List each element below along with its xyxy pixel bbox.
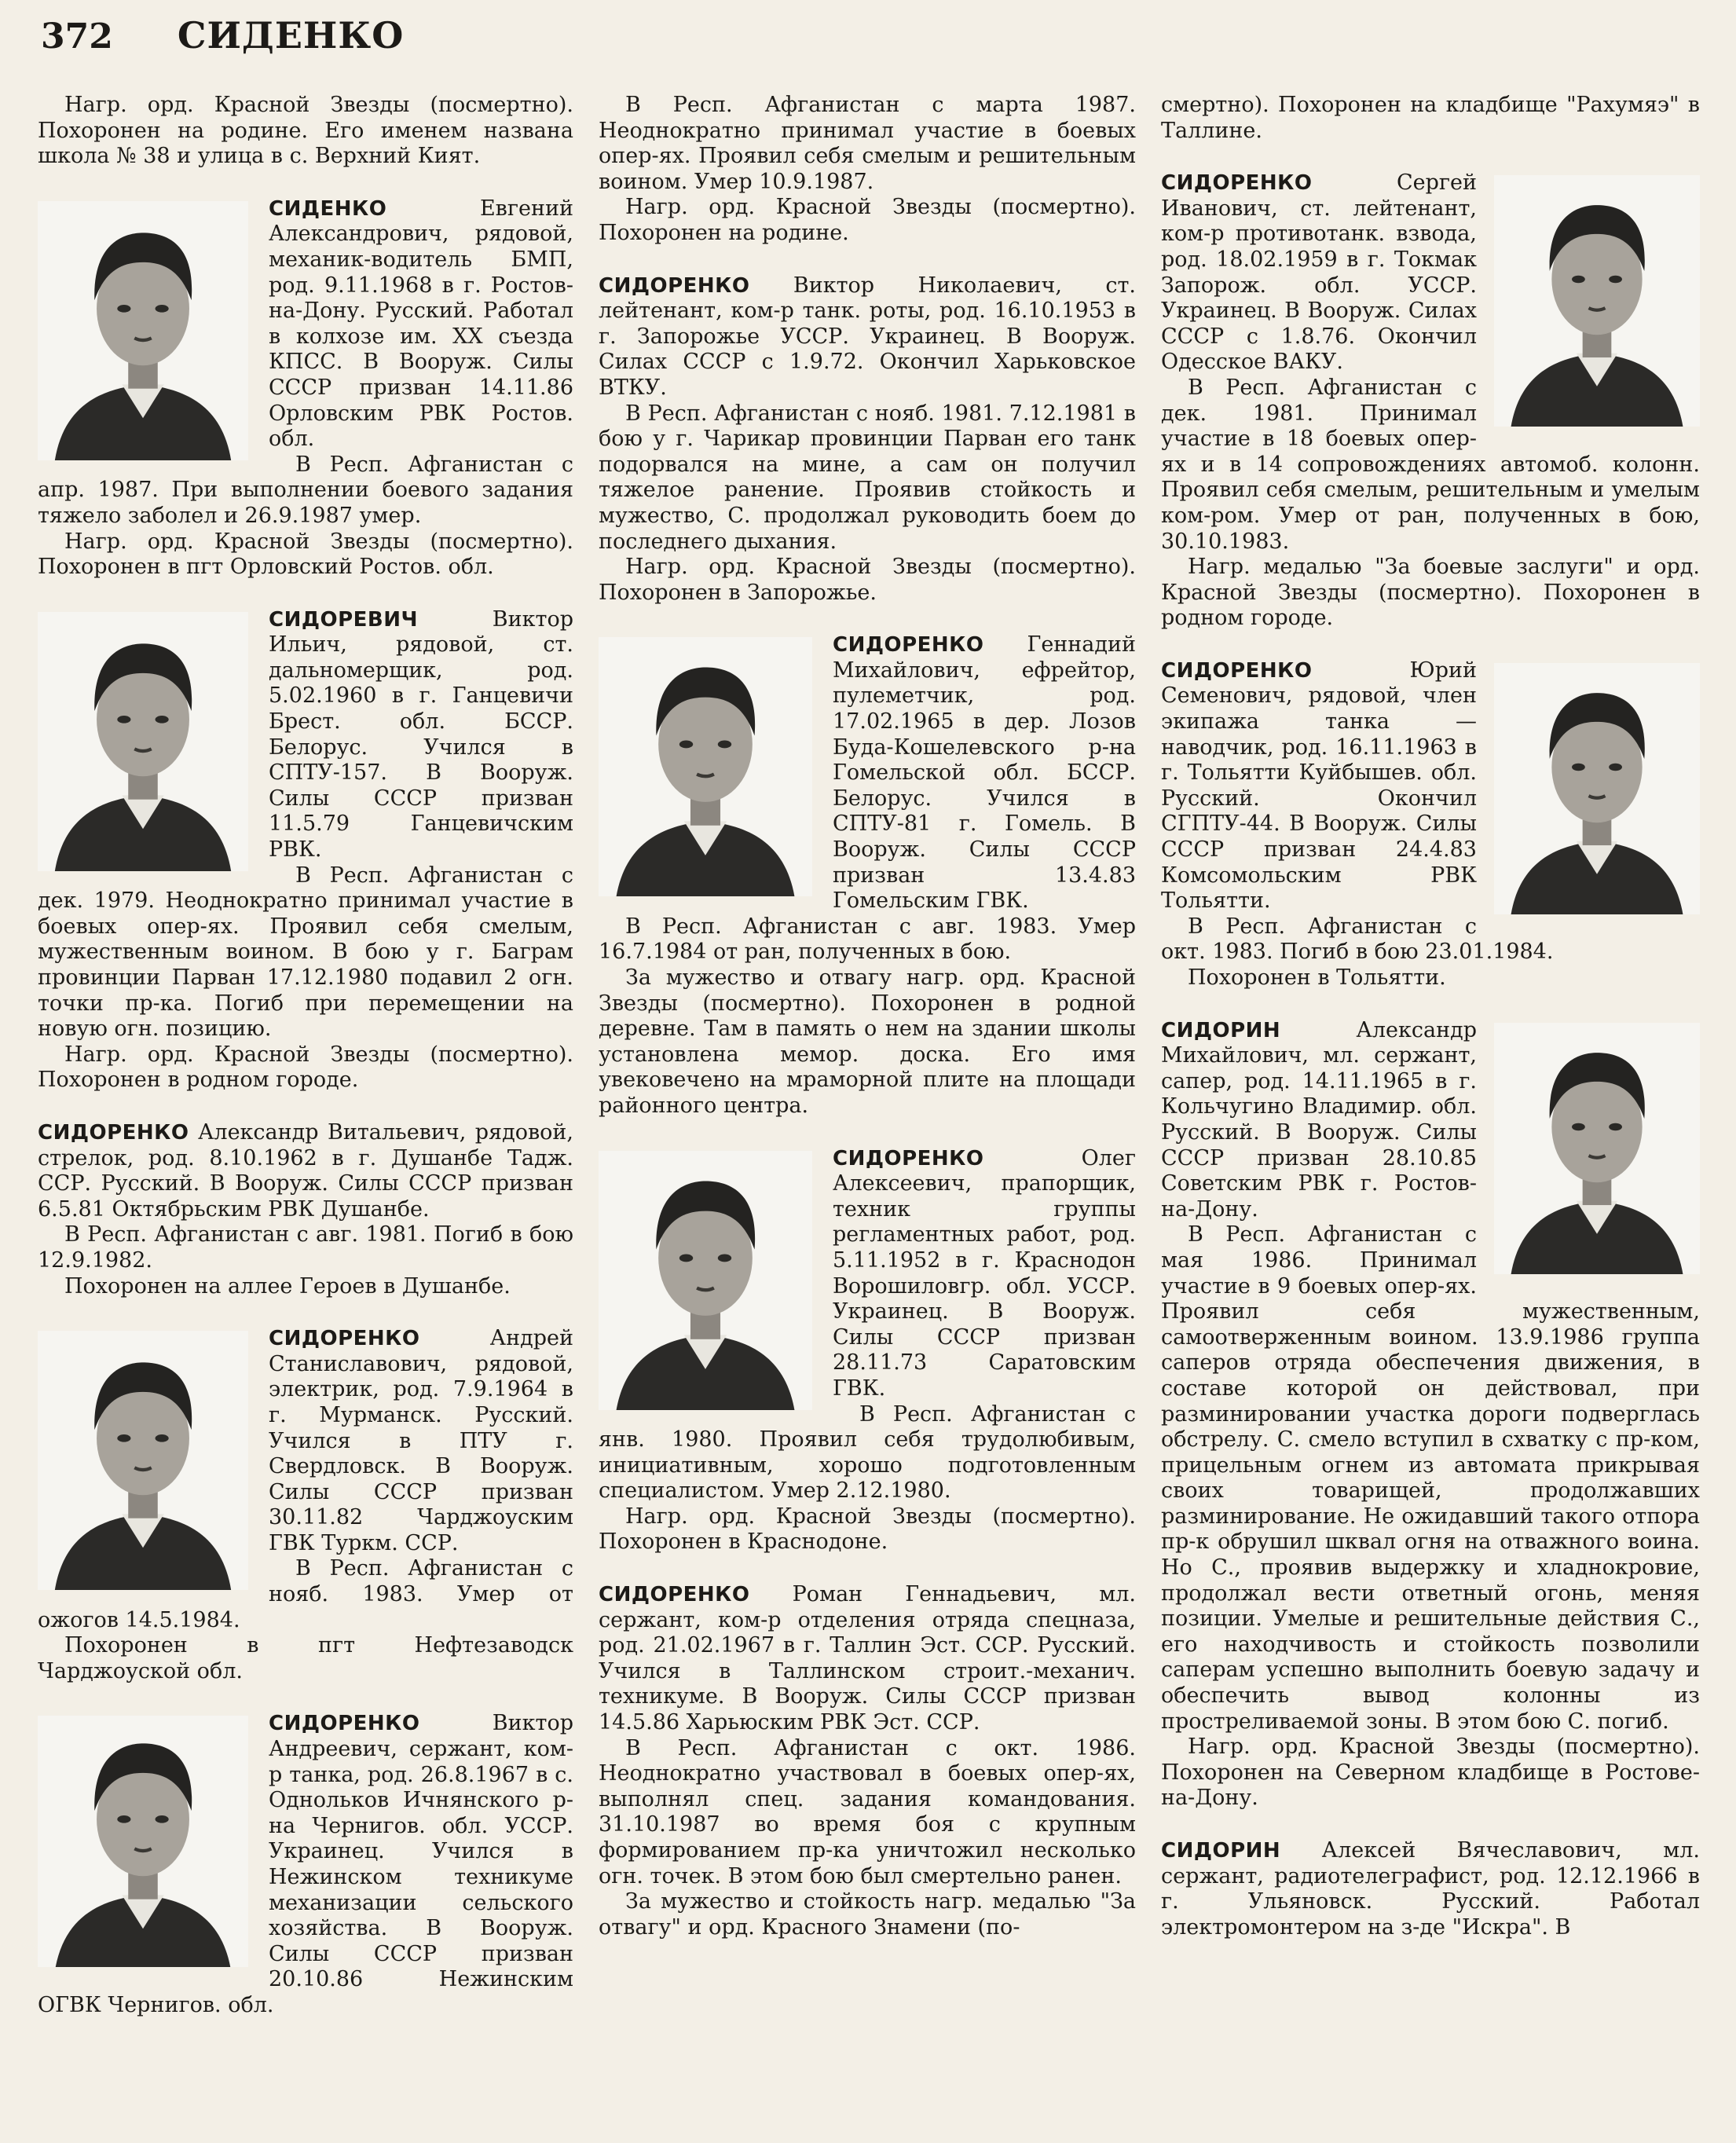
entry-text: Геннадий Михайлович, ефрейтор, пулеметчик, род. 17.02.1965 в дер. Лозов Буда-Кошелевского р-на Гомельской обл. БССР. Белорус. Учился в СПТУ-81 г. Гомель. В Вооруж. Силы СССР призван 13.4.83 Гомельским ГВК. (833, 632, 1136, 914)
entry-sidenko-evgeniy (38, 196, 573, 581)
entry-sidorenko-aleksandr (38, 1120, 573, 1299)
paragraph: В Респ. Афганистан с окт. 1983. Погиб в бою 23.01.1984. (1161, 914, 1554, 965)
entry-surname: СИДОРЕНКО (1161, 658, 1313, 683)
entry-text: Юрий Семенович, рядовой, член экипажа танка — наводчик, род. 16.11.1963 в г. Тольятти Куйбышев. обл. Русский. Окончил СГПТУ-44. В Вооруж. Силы СССР призван 24.4.83 Комсомольским РВК Тольятти. (1161, 658, 1477, 914)
entry-surname: СИДОРЕНКО (833, 633, 984, 658)
entry-sidorenko-viktor-a (38, 1711, 573, 2018)
entry-heading (1161, 1838, 1700, 1940)
paragraph: Нагр. орд. Красной Звезды (посмертно). Похоронен на родине. Его именем названа школа № 38 и улица в с. Верхний Кият. (38, 93, 573, 169)
paragraph: В Респ. Афганистан с мая 1986. Принимал участие в 9 боевых опер-ях. Проявил себя мужественным, самоотверженным воином. 13.9.1986 группа саперов отряда обеспечения движения, в составе которой он действовал, при разминировании участка дороги подверглась обстрелу. С. смело вступил в схватку с пр-ком, прицельным огнем из автомата прикрывая своих товарищей, продолжавших разминирование. Не ожидавший такого отпора пр-к обрушил шквал огня на отважного воина. Но С., проявив выдержку и хладнокровие, продолжал вести ответный огонь, меняя позиции. Умелые и решительные действия С., его находчивость и стойкость позволили саперам успешно выполнить боевую задачу и обеспечить вывод колонны из простреливаемой зоны. В этом бою С. погиб. (1161, 1222, 1700, 1734)
entry-surname: СИДОРЕВИЧ (269, 607, 419, 632)
entry-sidorenko-yuriy (1161, 658, 1700, 991)
entry-text: Сергей Иванович, ст. лейтенант, ком-р противотанк. взвода, род. 18.02.1959 в г. Токмак Запорож. обл. УССР. Украинец. В Вооруж. Силах СССР с 1.8.76. Окончил Одесское ВАКУ. (1161, 170, 1477, 375)
paragraph: Нагр. орд. Красной Звезды (посмертно). Похоронен в родном городе. (38, 1042, 573, 1093)
entry-heading (599, 632, 1136, 914)
paragraph: В Респ. Афганистан с нояб. 1981. 7.12.1981 в бою у г. Чарикар провинции Парван его танк подорвался на мине, а сам он получил тяжелое ранение. Проявив стойкость и мужество, С. продолжал руководить боем до последнего дыхания. (599, 401, 1136, 554)
entry-text: Роман Геннадьевич, мл. сержант, ком-р отделения отряда спецназа, род. 21.02.1967 в г. Таллин Эст. ССР. Русский. Учился в Таллинском строит.-механич. техникуме. В Вооруж. Силы СССР призван 14.5.86 Харьюским РВК Эст. ССР. (599, 1582, 1136, 1735)
page-header (41, 14, 404, 77)
entry-surname: СИДОРЕНКО (269, 1712, 420, 1736)
paragraph: Нагр. орд. Красной Звезды (посмертно). Похоронен на Северном кладбище в Ростове-на-Дону. (1161, 1735, 1700, 1811)
portrait-photo (1494, 663, 1700, 914)
entry-surname: СИДОРЕНКО (269, 1327, 420, 1351)
entry-sidorenko-andrey (38, 1326, 573, 1684)
entry-continuation (38, 93, 573, 170)
paragraph: Нагр. орд. Красной Звезды (посмертно). Похоронен в пгт Орловский Ростов. обл. (38, 529, 573, 580)
paragraph: В Респ. Афганистан с марта 1987. Неоднократно принимал участие в боевых опер-ях. Проявил себя смелым и решительным воином. Умер 10.9.1987. (599, 93, 1136, 194)
entry-heading (38, 196, 573, 452)
paragraph: В Респ. Афганистан с авг. 1983. Умер 16.7.1984 от ран, полученных в бою. (599, 914, 1136, 965)
entry-text: Олег Алексеевич, прапорщик, техник группы регламентных работ, род. 5.11.1952 в г. Краснодон Ворошиловгр. обл. УССР. Украинец. В Вооруж. Силы СССР призван 28.11.73 Саратовским ГВК. (833, 1145, 1136, 1401)
paragraph: За мужество и стойкость нагр. медалью "За отвагу" и орд. Красного Знамени (по- (599, 1889, 1136, 1940)
entry-surname: СИДОРЕНКО (599, 273, 750, 298)
running-head: СИДЕНКО (177, 14, 405, 57)
paragraph: Похоронен в пгт Нефтезаводск Чарджоуской обл. (38, 1633, 573, 1683)
entry-sidorenko-viktor-n (599, 273, 1136, 606)
paragraph: смертно). Похоронен на кладбище "Рахумяэ" в Таллине. (1161, 93, 1700, 143)
entry-surname: СИДЕНКО (269, 196, 387, 221)
entry-text: Виктор Андреевич, сержант, ком-р танка, род. 26.8.1967 в с. Однольков Ичнянского р-на Чернигов. обл. УССР. Украинец. Учился в Нежинском техникуме механизации сельского хозяйства. В Вооруж. Силы СССР призван 20.10.86 Нежинским ОГВК Чернигов. обл. (38, 1711, 573, 2017)
entry-heading (599, 273, 1136, 401)
entry-heading (38, 1120, 573, 1222)
portrait-photo (599, 1151, 812, 1410)
column-3 (1161, 93, 1700, 2135)
entry-text: Виктор Николаевич, ст. лейтенант, ком-р танк. роты, род. 16.10.1953 в г. Запорожье УССР. Украинец. В Вооруж. Силах СССР с 1.9.72. Окончил Харьковское ВТКУ. (599, 273, 1136, 400)
entry-sidorin-aleksey (1161, 1838, 1700, 1940)
entry-sidorenko-gennadiy (599, 632, 1136, 1119)
portrait-photo (38, 201, 248, 460)
paragraph: За мужество и отвагу нагр. орд. Красной Звезды (посмертно). Похоронен в родной деревне. Там в память о нем на здании школы установлена мемор. доска. Его имя увековечено на мраморной плите на площади районного центра. (599, 965, 1136, 1118)
entry-heading (38, 1326, 573, 1556)
paragraph: Нагр. орд. Красной Звезды (посмертно). Похоронен в Запорожье. (599, 555, 1136, 605)
entry-sidorenko-roman (599, 1582, 1136, 1940)
entry-sidorenko-oleg (599, 1146, 1136, 1556)
portrait-photo (1494, 175, 1700, 427)
entry-heading (599, 1582, 1136, 1736)
entry-surname: СИДОРЕНКО (38, 1120, 189, 1145)
entry-text: Андрей Станиславович, рядовой, электрик, род. 7.9.1964 в г. Мурманск. Русский. Учился в ПТУ г. Свердловск. В Вооруж. Силы СССР призван 30.11.82 Чарджоуским ГВК Туркм. ССР. (269, 1326, 573, 1555)
entry-heading (599, 1146, 1136, 1402)
entry-text: Александр Витальевич, рядовой, стрелок, род. 8.10.1962 в г. Душанбе Тадж. ССР. Русский. В Вооруж. Силы СССР призван 6.5.81 Октябрьским РВК Душанбе. (38, 1119, 573, 1222)
portrait-photo (38, 612, 248, 871)
entry-heading (1161, 658, 1700, 914)
entry-surname: СИДОРИН (1161, 1839, 1281, 1863)
paragraph: В Респ. Афганистан с авг. 1981. Погиб в бою 12.9.1982. (38, 1222, 573, 1273)
entry-heading (38, 1711, 573, 2018)
entry-heading (1161, 1018, 1700, 1223)
portrait-photo (599, 637, 812, 896)
paragraph: Нагр. орд. Красной Звезды (посмертно). Похоронен на родине. (599, 195, 1136, 245)
entry-sidorenko-sergey (1161, 170, 1700, 632)
entry-continuation (1161, 93, 1700, 144)
paragraph: В Респ. Афганистан с окт. 1986. Неоднократно участвовал в боевых опер-ях, выполнял спец. задания командования. 31.10.1987 во время боя с крупным формированием пр-ка уничтожил несколько огн. точек. В этом бою был смертельно ранен. (599, 1735, 1136, 1888)
entry-continuation (599, 93, 1136, 247)
column-1 (38, 93, 573, 2135)
entry-surname: СИДОРЕНКО (599, 1583, 750, 1607)
paragraph: В Респ. Афганистан с дек. 1979. Неоднократно принимал участие в боевых опер-ях. Проявил себя смелым, мужественным воином. В бою у г. Баграм провинции Парван 17.12.1980 подавил 2 огн. точки пр-ка. Погиб при перемещении на новую огн. позицию. (38, 863, 573, 1042)
paragraph: Похоронен в Тольятти. (1188, 965, 1446, 990)
entry-text: Александр Михайлович, мл. сержант, сапер, род. 14.11.1965 в г. Кольчугино Владимир. обл. Русский. В Вооруж. Силы СССР призван 28.10.85 Советским РВК г. Ростов-на-Дону. (1161, 1017, 1477, 1222)
paragraph: В Респ. Афганистан с апр. 1987. При выполнении боевого задания тяжело заболел и 26.9.1987 умер. (38, 452, 573, 528)
portrait-photo (1494, 1023, 1700, 1274)
column-2 (599, 93, 1136, 2135)
portrait-photo (38, 1716, 248, 1967)
paragraph: В Респ. Афганистан с дек. 1981. Принимал участие в 18 боевых опер-ях и в 14 сопровождениях автомоб. колонн. Проявил себя смелым, решительным и умелым ком-ром. Умер от ран, полученных в бою, 30.10.1983. (1161, 375, 1700, 554)
entry-heading (1161, 170, 1700, 375)
entry-sidorin-aleksandr (1161, 1018, 1700, 1811)
entry-text: Алексей Вячеславович, мл. сержант, радиотелеграфист, род. 12.12.1966 в г. Ульяновск. Русский. Работал электромонтером на з-де "Искра". В (1161, 1838, 1700, 1940)
entry-sidorevich-viktor (38, 607, 573, 1093)
entry-surname: СИДОРЕНКО (833, 1146, 984, 1170)
entry-surname: СИДОРИН (1161, 1018, 1281, 1042)
entry-text: Евгений Александрович, рядовой, механик-водитель БМП, род. 9.11.1968 в г. Ростов-на-Дону. Русский. Работал в колхозе им. XX съезда КПСС. В Вооруж. Силы СССР призван 14.11.86 Орловским РВК Ростов. обл. (269, 196, 573, 452)
entry-surname: СИДОРЕНКО (1161, 171, 1313, 196)
entry-heading (38, 607, 573, 863)
paragraph: Нагр. медалью "За боевые заслуги" и орд. Красной Звезды (посмертно). Похоронен в родном городе. (1161, 555, 1700, 631)
entry-text: Виктор Ильич, рядовой, ст. дальномерщик, род. 5.02.1960 в г. Ганцевичи Брест. обл. БССР. Белорус. Учился в СПТУ-157. В Вооруж. Силы СССР призван 11.5.79 Ганцевичским РВК. (269, 606, 573, 863)
paragraph: В Респ. Афганистан с нояб. 1983. Умер от ожогов 14.5.1984. (38, 1556, 573, 1632)
page-number: 372 (41, 16, 113, 57)
paragraph: Нагр. орд. Красной Звезды (посмертно). Похоронен в Краснодоне. (599, 1504, 1136, 1555)
paragraph: В Респ. Афганистан с янв. 1980. Проявил себя трудолюбивым, инициативным, хорошо подготовленным специалистом. Умер 2.12.1980. (599, 1401, 1136, 1504)
paragraph: Похоронен на аллее Героев в Душанбе. (64, 1273, 511, 1299)
portrait-photo (38, 1331, 248, 1590)
